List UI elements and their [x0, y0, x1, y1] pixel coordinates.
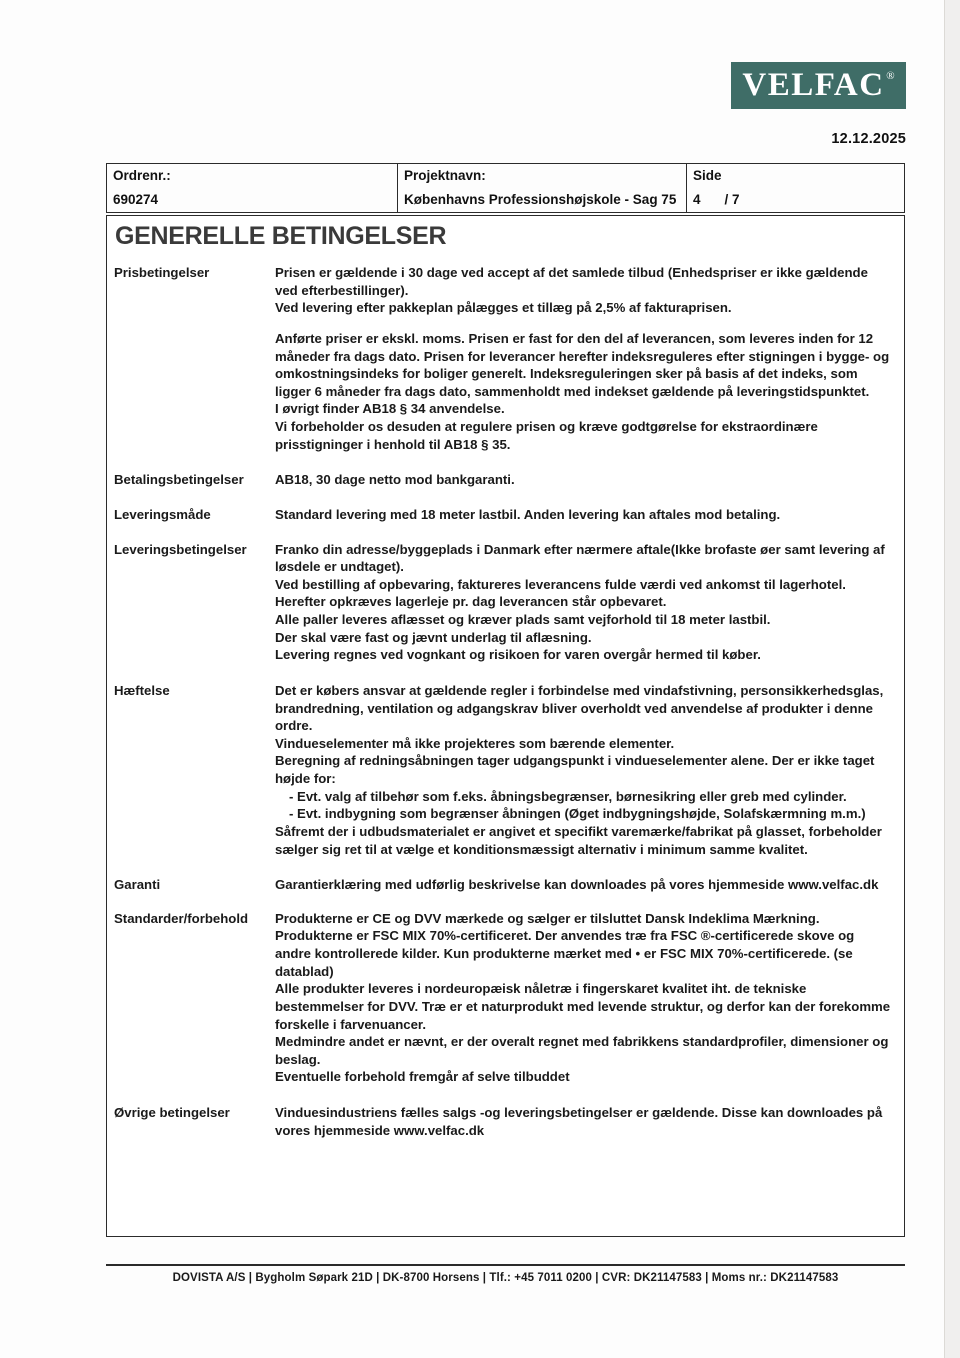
list-item: - Evt. valg af tilbehør som f.eks. åbningsbegrænser, børnesikring eller greb med cylinder.: [289, 788, 847, 804]
term-paragraph: Alle produkter leveres i nordeuropæisk nåletræ i fingerskaret kvalitet iht. de tekniske bestemmelser for DVV. Træ er et naturprodukt med levende struktur, og derfor kan der forekomme forskelle i farvenuancer.: [275, 981, 891, 1032]
term-paragraph: Anførte priser er ekskl. moms. Prisen er fast for den del af leverancen, som leveres inden for 12 måneder fra dags dato. Prisen for leverancer herefter indeksreguleres efter stigningen i bygge- og omkostningsindeks for boliger generelt. Indeksreguleringen sker på basis af det indeks, som ligger 6 måneder fra dags dato, sammenholdt med indekset gældende på leveringstidspunktet.: [275, 330, 890, 399]
term-paragraph: Der skal være fast og jævnt underlag til aflæsning.: [275, 629, 592, 645]
term-label-haeftelse: Hæftelse: [114, 682, 170, 698]
term-label-leveringsmaade: Leveringsmåde: [114, 506, 211, 522]
header-cell-page: [686, 164, 906, 212]
document-date: 12.12.2025: [831, 131, 906, 147]
term-row: [107, 506, 904, 524]
term-row: [107, 471, 904, 489]
term-body-prisbetingelser: [275, 264, 904, 453]
term-paragraph: Herefter opkræves lagerleje pr. dag leverancen står opbevaret.: [275, 594, 667, 610]
term-label-garanti: Garanti: [114, 877, 161, 893]
term-label-betalingsbetingelser: Betalingsbetingelser: [114, 472, 244, 488]
term-row: [107, 264, 904, 453]
term-paragraph: Produkterne er CE og DVV mærkede og sælger er tilsluttet Dansk Indeklima Mærkning.: [275, 910, 820, 926]
page-current: 4: [693, 191, 701, 207]
list-item: - Evt. indbygning som begrænser åbningen (Øget indbygningshøjde, Solafskærmning m.m.): [289, 806, 866, 822]
header-table: [106, 163, 905, 213]
haeftelse-bullet-list: [275, 788, 892, 823]
term-body-betalingsbetingelser: [275, 471, 904, 489]
logo-background: [731, 62, 906, 109]
term-body-standarder-forbehold: [275, 910, 904, 1086]
term-row: [107, 541, 904, 664]
term-paragraph: AB18, 30 dage netto mod bankgaranti.: [275, 472, 515, 488]
term-body-leveringsmaade: [275, 506, 904, 524]
term-paragraph: Franko din adresse/byggeplads i Danmark efter nærmere aftale(Ikke brofaste øer samt levering af løsdele er undtaget).: [275, 541, 885, 575]
term-body-garanti: [275, 876, 904, 894]
page-title: GENERELLE BETINGELSER: [115, 222, 447, 250]
term-paragraph: Produkterne er FSC MIX 70%-certificeret. Der anvendes træ fra FSC ®-certificerede skove og andre kontrollerede kilder. Kun produkterne mærket med • er FSC MIX 70%-certificerede. (se datablad): [275, 928, 855, 979]
term-row: [107, 910, 904, 1086]
term-row: [107, 682, 904, 858]
order-number-label: Ordrenr.:: [113, 168, 171, 183]
logo-wordmark: [742, 69, 894, 102]
term-paragraph: Ved bestilling af opbevaring, faktureres leverancens fulde værdi ved ankomst til lagerhotel.: [275, 576, 846, 592]
project-name-label: Projektnavn:: [404, 168, 486, 183]
term-row: [107, 876, 904, 894]
project-name-value: Københavns Professionshøjskole - Sag 75: [404, 191, 677, 207]
term-body-leveringsbetingelser: [275, 541, 904, 664]
footer-company-info: DOVISTA A/S | Bygholm Søpark 21D | DK-8700 Horsens | Tlf.: +45 7011 0200 | CVR: DK21147583 | Moms nr.: DK21147583: [172, 1272, 839, 1284]
page-label: Side: [693, 168, 722, 183]
term-paragraph: Det er købers ansvar at gældende regler i forbindelse med vindafstivning, personsikkerhedsglas, brandredning, ventilation og adgangskrav bliver overholdt ved anvendelse af produkter i denne ordre.: [275, 682, 884, 734]
order-number-value: 690274: [113, 191, 159, 207]
velfac-logo: [731, 62, 906, 109]
term-body-ovrige-betingelser: [275, 1104, 904, 1139]
terms-list: [107, 264, 904, 1139]
term-paragraph: Vi forbeholder os desuden at regulere prisen og kræve godtgørelse for ekstraordinære prisstigninger i henhold til AB18 § 35.: [275, 419, 818, 452]
term-label-prisbetingelser: Prisbetingelser: [114, 265, 210, 280]
term-paragraph: Beregning af redningsåbningen tager udgangspunkt i vindueselementer alene. Der er ikke taget højde for:: [275, 753, 875, 786]
logo-wordmark-text: VELFAC: [742, 67, 885, 103]
header-cell-order: [107, 164, 398, 212]
term-paragraph: I øvrigt finder AB18 § 34 anvendelse.: [275, 401, 505, 417]
terms-content-box: [106, 215, 905, 1237]
page-total: / 7: [724, 191, 740, 207]
registered-trademark-icon: ®: [886, 70, 895, 82]
page-number-value: [693, 192, 906, 209]
term-paragraph: Vindueselementer må ikke projekteres som bærende elementer.: [275, 735, 675, 751]
term-paragraph: Vinduesindustriens fælles salgs -og leveringsbetingelser er gældende. Disse kan downloades på vores hjemmeside www.velfac.dk: [275, 1105, 883, 1138]
term-paragraph: Såfremt der i udbudsmaterialet er angivet et specifikt varemærke/fabrikat på glasset, forbeholder sælger sig ret til at vælge et konditionsmæssigt alternativ i minimum samme kvalitet.: [275, 823, 882, 857]
term-paragraph: Levering regnes ved vognkant og risikoen for varen overgår hermed til køber.: [275, 647, 761, 663]
footer-divider: [106, 1264, 905, 1266]
term-paragraph: Garantierklæring med udførlig beskrivelse kan downloades på vores hjemmeside www.velfac.dk: [275, 877, 879, 893]
header-cell-project: [398, 164, 686, 212]
term-paragraph: Standard levering med 18 meter lastbil. Anden levering kan aftales mod betaling.: [275, 506, 781, 522]
page-edge-shadow: [944, 0, 960, 1358]
term-label-standarder-forbehold: Standarder/forbehold: [114, 910, 249, 926]
term-row: [107, 1104, 904, 1139]
term-paragraph: Prisen er gældende i 30 dage ved accept af det samlede tilbud (Enhedspriser er ikke gældende ved efterbestillinger).: [275, 265, 868, 298]
term-label-ovrige-betingelser: Øvrige betingelser: [114, 1105, 230, 1120]
term-label-leveringsbetingelser: Leveringsbetingelser: [114, 541, 247, 557]
term-paragraph: Medmindre andet er nævnt, er der overalt regnet med fabrikkens standardprofiler, dimensioner og beslag.: [275, 1034, 889, 1067]
term-paragraph: Eventuelle forbehold fremgår af selve tilbuddet: [275, 1069, 570, 1085]
term-paragraph: Alle paller leveres aflæsset og kræver plads samt vejforhold til 18 meter lastbil.: [275, 612, 771, 627]
term-body-haeftelse: [275, 682, 904, 858]
term-paragraph: Ved levering efter pakkeplan pålægges et tillæg på 2,5% af fakturaprisen.: [275, 300, 732, 316]
